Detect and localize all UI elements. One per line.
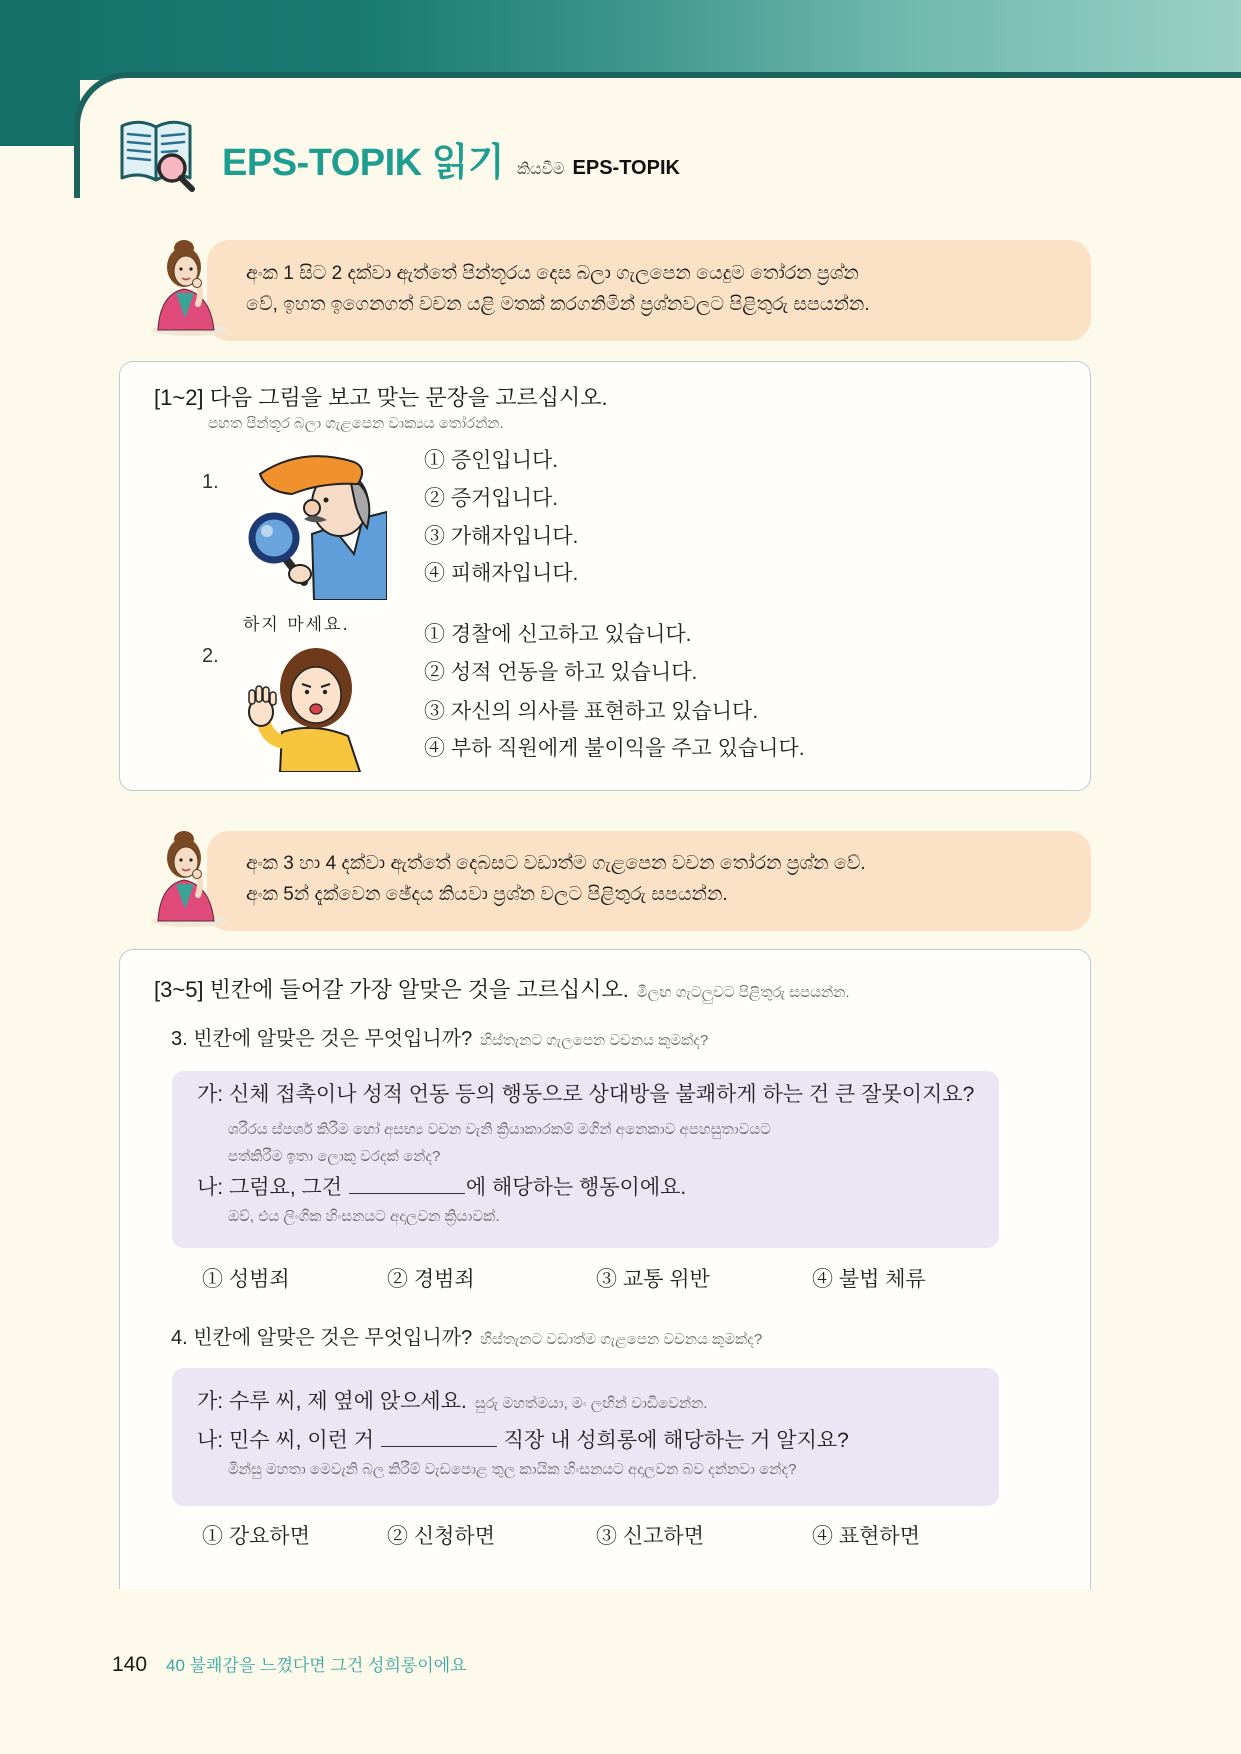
- answer-option: ④ 표현하면: [812, 1525, 920, 1548]
- answer-option: ④ 피해자입니다.: [424, 562, 579, 585]
- section-heading-translation: මීලඟ ගැටලුවට පිළිතුරු සපයන්න.: [636, 984, 850, 1001]
- question-prompt-translation: හිස්තැනට ගැලපෙන වචනය කුමක්ද?: [480, 1032, 709, 1049]
- left-strip: [0, 0, 80, 146]
- question-prompt: [171, 1326, 762, 1352]
- teacher-avatar: [146, 825, 228, 929]
- answer-option: ① 성범죄: [202, 1268, 290, 1291]
- dialogue-text: 나: 그럼요, 그건: [197, 1176, 348, 1199]
- section-heading: [154, 978, 850, 1005]
- woman-stop-gesture-illustration: [242, 642, 372, 772]
- section-heading: [1~2] 다음 그림을 보고 맞는 문장을 고르십시오.: [154, 385, 608, 410]
- question-prompt: [171, 1027, 708, 1053]
- dialogue-line-ga: [197, 1390, 707, 1416]
- question-prompt-text: 3. 빈칸에 알맞은 것은 무엇입니까?: [171, 1028, 473, 1050]
- answer-blank: [381, 1427, 497, 1447]
- dialogue-line-na: [197, 1427, 849, 1453]
- question-number: 1.: [202, 471, 219, 493]
- answer-option: ② 성적 언동을 하고 있습니다.: [424, 661, 698, 684]
- illustration-speech-caption: 하지 마세요.: [243, 615, 350, 635]
- dialogue-text: 에 해당하는 행동이에요.: [465, 1176, 687, 1199]
- question-box-3-5: [119, 949, 1091, 1589]
- question-prompt-translation: හිස්තැනට වඩාත්ම ගැළපෙන වචනය කුමක්ද?: [480, 1331, 763, 1348]
- answer-option: ③ 교통 위반: [596, 1268, 710, 1291]
- teacher-avatar: [146, 234, 228, 338]
- chapter-title: 40 불쾌감을 느꼈다면 그건 성희롱이에요: [166, 1656, 467, 1675]
- answer-option: ③ 가해자입니다.: [424, 525, 579, 548]
- instruction-line: අංක 1 සිට 2 දක්වා ඇත්තේ පින්තූරය දෙස බලා ගැලපෙන යෙදුම තෝරන ප්‍රශ්න: [246, 263, 859, 284]
- top-band: [0, 0, 1241, 80]
- answer-option: ② 신청하면: [387, 1525, 495, 1548]
- dialogue-translation: ඔව්, එය ලිංගික හිංසනයට අදාලවන ක්‍රියාවක්.: [228, 1208, 500, 1225]
- answer-option: ③ 자신의 의사를 표현하고 있습니다.: [424, 700, 759, 723]
- page-subtitle-sinhala: කියවීම: [517, 161, 565, 178]
- instruction-bubble-1: [207, 240, 1091, 341]
- instruction-text: [246, 848, 1076, 910]
- dialogue-translation: පත්කිරීම ඉතා ලොකු වරදක් නේද?: [228, 1148, 441, 1165]
- answer-option: ④ 불법 체류: [812, 1268, 926, 1291]
- answer-blank: [349, 1174, 465, 1194]
- section-heading-translation: පහත පින්තූර බලා ගැළපෙන වාක්‍යය තෝරන්න.: [208, 415, 504, 432]
- instruction-text: [246, 258, 1076, 320]
- dialogue-text: 직장 내 성희롱에 해당하는 거 알지요?: [497, 1429, 849, 1452]
- dialogue-translation: සුරු මහත්මයා, මං ලඟින් වාඩිවෙන්න.: [474, 1395, 708, 1412]
- dialogue-text: 나: 민수 씨, 이런 거: [197, 1429, 380, 1452]
- page-number: 140: [112, 1653, 148, 1676]
- answer-option: ④ 부하 직원에게 불이익을 주고 있습니다.: [424, 737, 805, 760]
- dialogue-text: 가: 수루 씨, 제 옆에 앉으세요.: [197, 1390, 467, 1413]
- answer-option: ① 강요하면: [202, 1525, 310, 1548]
- dialogue-line-ga: 가: 신체 접촉이나 성적 언동 등의 행동으로 상대방을 불쾌하게 하는 건 큰 잘못이지요?: [197, 1083, 975, 1106]
- instruction-bubble-2: [207, 831, 1091, 931]
- dialogue-translation: ශරීරය ස්පර්ශ කිරීම හෝ අසභ්‍ය වචන වැනි ක්‍රියාකාරකම් මගින් අනෙකාව අපහසුතාවයට: [228, 1121, 771, 1138]
- question-box-1-2: [119, 361, 1091, 791]
- answer-option: ② 증거입니다.: [424, 487, 559, 510]
- page-subtitle-english: EPS-TOPIK: [572, 157, 680, 179]
- detective-illustration: [242, 442, 387, 600]
- dialogue-line-na: [197, 1174, 686, 1200]
- answer-option: ③ 신고하면: [596, 1525, 704, 1548]
- answer-option: ① 증인입니다.: [424, 449, 559, 472]
- book-magnifier-icon: [117, 112, 197, 192]
- section-heading-text: [3~5] 빈칸에 들어갈 가장 알맞은 것을 고르십시오.: [154, 977, 629, 1002]
- dialogue-box: [172, 1368, 999, 1506]
- answer-option: ② 경범죄: [387, 1268, 475, 1291]
- instruction-line: වේ, ඉහත ඉගෙනගත් වචන යළි මතක් කරගනිමින් ප්‍රශ්නවලට පිළිතුරු සපයන්න.: [246, 294, 870, 315]
- page-subtitle: [517, 156, 680, 182]
- page-title: EPS-TOPIK 읽기: [222, 142, 505, 184]
- answer-option: ① 경찰에 신고하고 있습니다.: [424, 623, 692, 646]
- question-number: 2.: [202, 645, 219, 667]
- dialogue-translation: මින්සු මහතා මෙවැනි බල කිරීම් වැඩපොළ තුල කායික හිංසනයට අදාලවන බව දන්නවා නේද?: [228, 1461, 797, 1478]
- question-prompt-text: 4. 빈칸에 알맞은 것은 무엇입니까?: [171, 1327, 473, 1349]
- dialogue-box: [172, 1071, 999, 1248]
- instruction-line: අංක 3 හා 4 දක්වා ඇත්තේ දෙබසට වඩාත්ම ගැළපෙන වචන තෝරන ප්‍රශ්න වේ.: [246, 853, 866, 874]
- instruction-line: අංක 5න් දැක්වෙන ඡේදය කියවා ප්‍රශ්න වලට පිළිතුරු සපයන්න.: [246, 884, 728, 905]
